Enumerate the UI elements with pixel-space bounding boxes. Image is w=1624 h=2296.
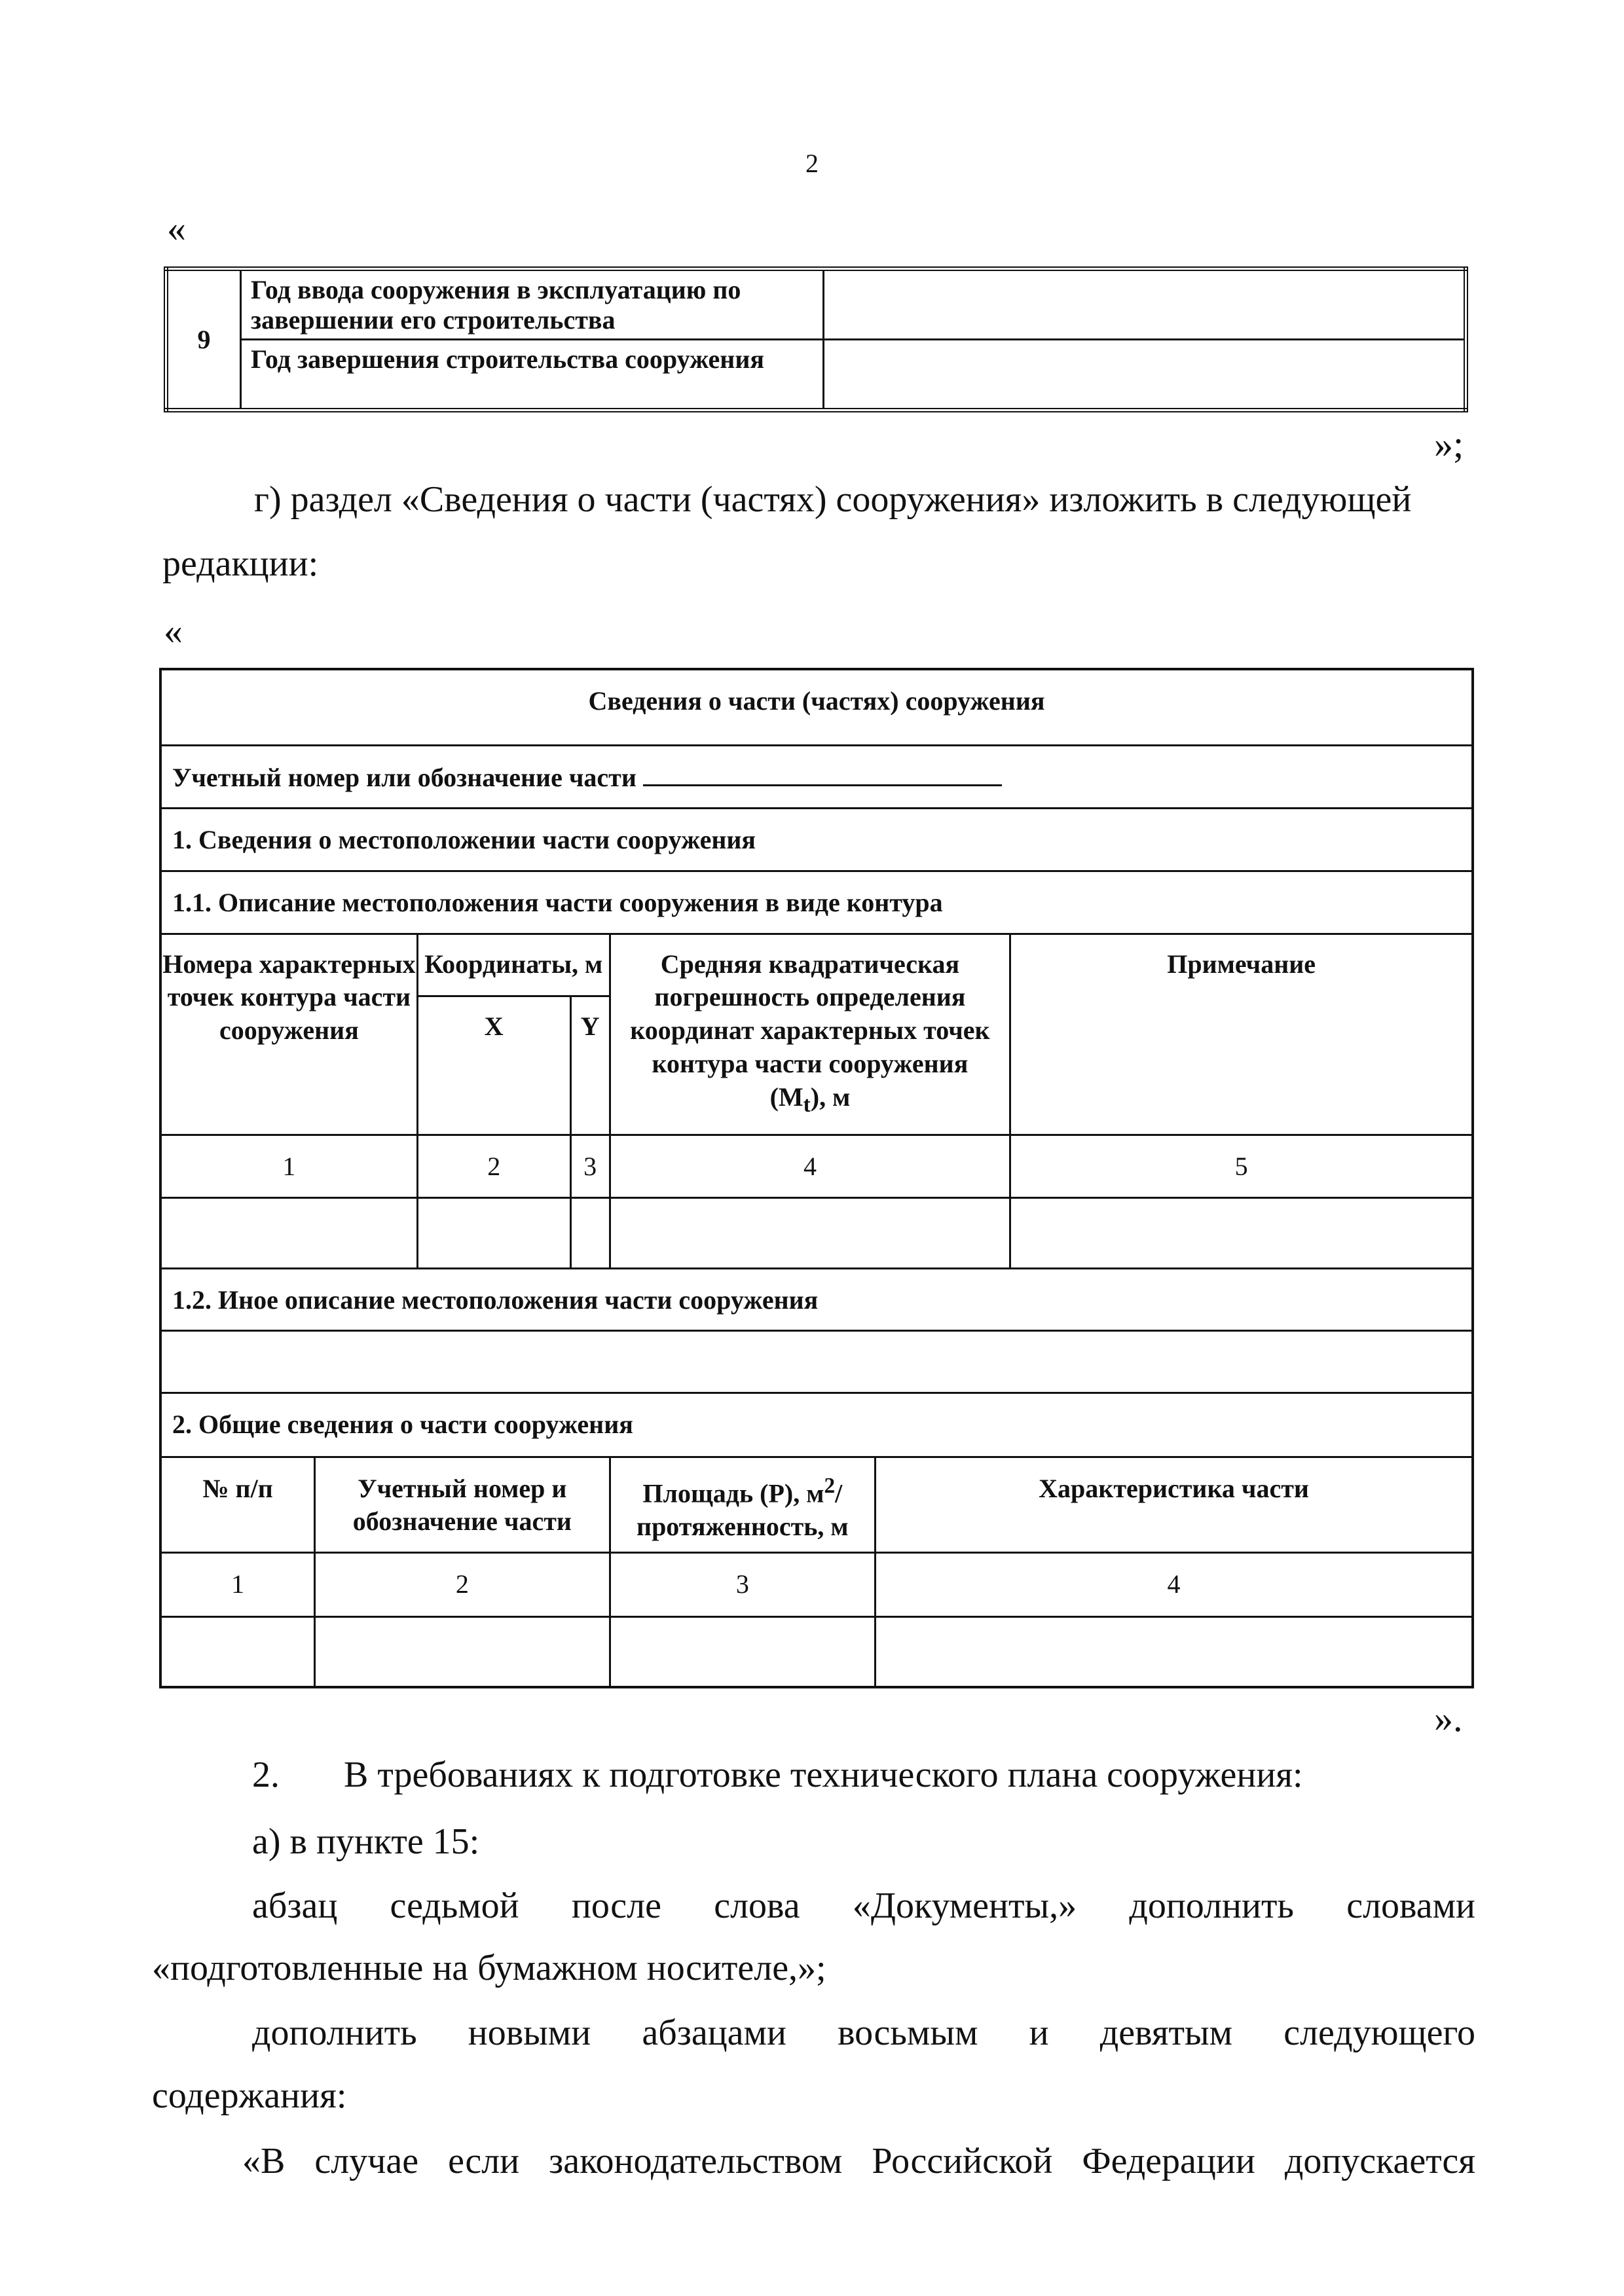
paragraph-g-line2: редакции: [162,543,319,584]
col-header-area-tail: / [835,1478,843,1508]
paragraph-last: «В случае если законодательством Российской Федерации допускается [242,2141,1475,2181]
col-header-y: Y [570,996,610,1135]
table-title: Сведения о части (частях) сооружения [160,669,1473,745]
account-number-label: Учетный номер или обозначение части [172,762,637,792]
empty-cell [160,1330,1473,1393]
empty-cell [315,1616,610,1687]
col2-num-4: 4 [876,1552,1473,1616]
col2-num-3: 3 [610,1552,876,1616]
col-header-coords: Координаты, м [417,934,610,996]
section-1-1-title: 1.1. Описание местоположения части сооружения в виде контура [160,871,1473,934]
paragraph-add-line1: дополнить новыми абзацами восьмым и девятым следующего [252,2013,1475,2053]
col-num-1: 1 [160,1135,417,1197]
col-header-error-tail: (M [769,1082,803,1112]
empty-cell [417,1197,570,1268]
empty-cell [570,1197,610,1268]
empty-cell [610,1616,876,1687]
empty-cell [160,1616,315,1687]
col-header-points: Номера характерных точек контура части сооружения [160,934,417,1135]
paragraph-abzac-line1: абзац седьмой после слова «Документы,» дополнить словами [252,1886,1475,1926]
paragraph-2-number: 2. [252,1755,280,1795]
col-header-area-sup: 2 [824,1473,836,1498]
empty-cell [610,1197,1010,1268]
closing-quote-2: ». [1434,1697,1463,1740]
empty-cell [1010,1197,1473,1268]
col-header-area-main: Площадь (P), м [642,1478,824,1508]
page-number: 2 [805,149,819,178]
commissioning-year-label: Год ввода сооружения в эксплуатацию по завершении его строительства [241,269,824,340]
paragraph-g-line1: г) раздел «Сведения о части (частях) сооружения» изложить в следующей [254,479,1412,520]
section-1-2-title: 1.2. Иное описание местоположения части сооружения [160,1268,1473,1330]
col-num-3: 3 [570,1135,610,1197]
paragraph-2-text: В требованиях к подготовке технического плана сооружения: [344,1755,1303,1795]
structure-part-table [159,668,1474,1688]
paragraph-a: а) в пункте 15: [252,1821,480,1862]
account-number-blank [643,761,1002,786]
row-number: 9 [197,324,211,354]
commissioning-year-value [824,269,1466,340]
col-header-note: Примечание [1010,934,1473,1135]
col-header-error-end: ), м [810,1082,851,1112]
col-num-4: 4 [610,1135,1010,1197]
section-1-title: 1. Сведения о местоположении части сооружения [160,808,1473,871]
col-header-area-line2: протяженность, м [637,1511,849,1541]
col-header-error-main: Средняя квадратическая погрешность определения координат характерных точек контура части сооружения [630,949,990,1078]
col-header-area [610,1457,876,1552]
empty-cell [160,1197,417,1268]
col-header-x: X [417,996,570,1135]
col-num-5: 5 [1010,1135,1473,1197]
section-2-title: 2. Общие сведения о части сооружения [160,1393,1473,1457]
col-header-error [610,934,1010,1135]
col-header-account: Учетный номер и обозначение части [315,1457,610,1552]
building-year-table [164,266,1468,412]
empty-cell [876,1616,1473,1687]
completion-year-label: Год завершения строительства сооружения [241,340,824,410]
paragraph-abzac-line2: «подготовленные на бумажном носителе,»; [152,1948,826,1988]
col2-num-1: 1 [160,1552,315,1616]
opening-quote: « [167,207,186,249]
opening-quote-2: « [164,610,183,652]
col-num-2: 2 [417,1135,570,1197]
closing-quote-1: »; [1434,423,1464,465]
row-number-cell [166,269,241,410]
col2-num-2: 2 [315,1552,610,1616]
paragraph-add-line2: содержания: [152,2075,347,2116]
col-header-characteristic: Характеристика части [876,1457,1473,1552]
col-header-error-sub: t [803,1092,811,1117]
account-number-row [160,745,1473,808]
col-header-np: № п/п [160,1457,315,1552]
completion-year-value [824,340,1466,410]
